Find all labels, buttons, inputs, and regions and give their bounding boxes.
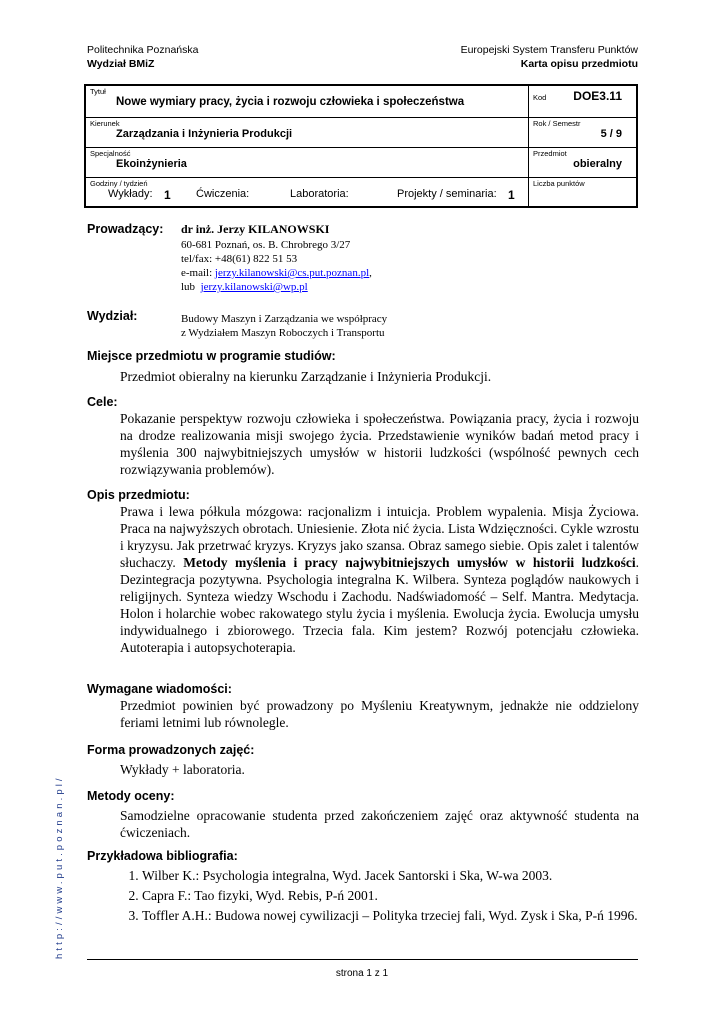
code-cell [529,85,638,117]
page-footer: strona 1 z 1 [335,968,389,979]
lecturer-heading: Prowadzący: [87,222,164,236]
header-left [87,43,199,71]
sidebar-url-text[interactable]: http://www.put.poznan.pl/ [54,775,65,959]
sidebar-url[interactable] [52,775,66,960]
code-label: Kod [533,93,547,102]
subject-value: obieralny [573,157,622,170]
course-info-table [84,84,638,208]
form-text: Wykłady + laboratoria. [120,762,245,777]
projects-value: 1 [508,187,515,202]
email-link-secondary[interactable]: jerzy.kilanowski@wp.pl [200,281,308,293]
bibliography-item: 2. Capra F.: Tao fizyki, Wyd. Rebis, P-ń 2001. [142,887,639,904]
department-line2: z Wydziałem Maszyn Roboczych i Transportu [181,327,385,339]
year-cell [529,117,638,147]
email-prefix: e-mail: [181,267,213,279]
description-heading: Opis przedmiotu: [87,488,190,502]
lecturer-email-line [181,266,372,280]
hours-label: Godziny / tydzień [90,178,148,188]
requirements-heading: Wymagane wiadomości: [87,682,232,696]
direction-value: Zarządzania i Inżynieria Produkcji [116,127,293,140]
direction-label: Kierunek [90,118,120,128]
lectures-value: 1 [164,187,171,202]
requirements-text: Przedmiot powinien być prowadzony po Myśleniu Kreatywnym, jednakże nie oddzielony feriami letnimi lub równolegle. [120,698,639,730]
description-part-b: . Dezintegracja pozytywna. Psychologia integralna K. Wilbera. Synteza poglądów naukowych i religijnych. Synteza wiedzy Wschodu i Zachodu. Nadświadomość – Self. Mantra. Medytacja. Holon i holarchie wobec rakowatego stylu życia i myślenia. Ewolucja życia. Ewolucja umysłu indywidualnego i zbiorowego. Trzecia fala. Kim jestem? Rozwój potencjału człowieka. Autoterapia i autopsychoterapia. [120,555,639,655]
bibliography-heading: Przykładowa bibliografia: [87,849,238,863]
hours-row [90,188,524,202]
lab-label: Laboratoria: [290,187,349,200]
goals-heading: Cele: [87,395,118,409]
exercises-label: Ćwiczenia: [196,187,250,200]
place-text: Przedmiot obieralny na kierunku Zarządzanie i Inżynieria Produkcji. [120,369,492,384]
year-label: Rok / Semestr [533,118,581,128]
form-heading: Forma prowadzonych zajęć: [87,743,255,757]
points-label: Liczba punktów [533,178,585,188]
goals-text: Pokazanie perspektyw rozwoju człowieka i społeczeństwa. Powiązania pracy, życia i rozwoju na drodze realizowania misji swojego życia. Przedstawienie wyników badań metod pracy i myślenia 300 najwybitniejszych umysłów w historii ludzkości (wspólność pewnych cech rozwiązywania problemów). [120,411,639,477]
specialty-label: Specjalność [90,148,131,158]
points-cell [529,177,638,207]
email-link-primary[interactable]: jerzy.kilanowski@cs.put.poznan.pl [214,267,370,279]
place-heading: Miejsce przedmiotu w programie studiów: [87,349,336,363]
assessment-heading: Metody oceny: [87,789,175,803]
hours-cell [85,177,529,207]
bibliography-items [120,867,639,924]
title-cell [85,85,529,117]
year-value: 5 / 9 [600,127,622,140]
header-right [461,43,638,71]
description-part-a: Prawa i lewa półkula mózgowa: racjonalizm i intuicja. Problem wypalenia. Misja Życiowa. Praca na najwyższych obrotach. Uniesienie. Złota nić życia. Lista Wdzięczności. Cykle wzrostu i kryzysu. Jak przetrwać kryzys. Kryzys jako szansa. Obraz samego siebie. Opis zalet i talentów słuchaczy. [120,504,639,570]
description-bold: Metody myślenia i pracy najwybitniejszych umysłów w historii ludzkości [183,555,636,570]
subject-label: Przedmiot [533,148,567,158]
department-line1: Budowy Maszyn i Zarządzania we współpracy [181,313,388,325]
title-value: Nowe wymiary pracy, życia i rozwoju człowieka i społeczeństwa [116,96,465,108]
specialty-value: Ekoinżynieria [116,157,187,170]
assessment-text: Samodzielne opracowanie studenta przed zakończeniem zajęć oraz aktywność studenta na ćwiczeniach. [120,808,639,840]
faculty-name: Wydział BMiZ [87,58,155,70]
lecturer-name: dr inż. Jerzy KILANOWSKI [181,222,330,236]
bibliography-list [120,867,639,927]
specialty-cell [85,147,529,177]
lecturer-contact [181,238,372,294]
lecturer-phone: tel/fax: +48(61) 822 51 53 [181,253,298,265]
lecturer-email-alt-line [181,280,372,294]
bibliography-item: 3. Toffler A.H.: Budowa nowej cywilizacji – Polityka trzeciej fali, Wyd. Zysk i Ska, P-ń 1996. [142,907,639,924]
description-text [120,503,639,656]
email-separator: , [369,267,372,279]
title-label: Tytuł [90,87,106,96]
system-name: Europejski System Transferu Punktów [460,44,638,56]
footer-divider [87,959,638,960]
card-title: Karta opisu przedmiotu [520,58,638,70]
department-heading: Wydział: [87,309,138,323]
code-value: DOE3.11 [573,89,622,103]
lectures-label: Wykłady: [108,187,153,200]
department-text [181,312,387,340]
bibliography-item: 1. Wilber K.: Psychologia integralna, Wyd. Jacek Santorski i Ska, W-wa 2003. [142,867,639,884]
email-alt-prefix: lub [181,281,196,293]
lecturer-address: 60-681 Poznań, os. B. Chrobrego 3/27 [181,239,351,251]
projects-label: Projekty / seminaria: [397,187,497,200]
subject-cell [529,147,638,177]
university-name: Politechnika Poznańska [87,44,199,56]
direction-cell [85,117,529,147]
